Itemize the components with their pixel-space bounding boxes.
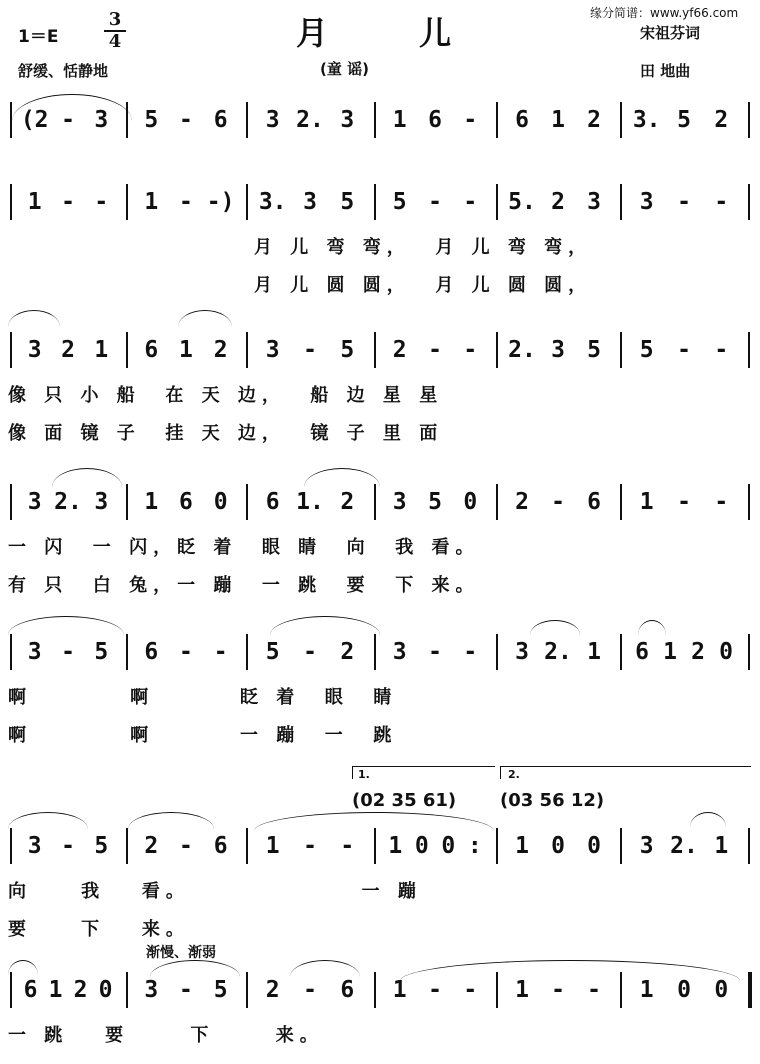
note-token: 1 <box>515 977 529 1003</box>
note-token: 2 <box>691 639 705 665</box>
note-token: 1 <box>392 977 407 1003</box>
note-token: 6 <box>265 489 280 515</box>
volta-2-bracket <box>500 766 751 779</box>
note-token: 2. <box>508 337 536 363</box>
note-token: 6 <box>340 977 355 1003</box>
bar-line <box>748 828 750 864</box>
note-token: 5 <box>213 977 228 1003</box>
note-token: 5 <box>94 833 109 859</box>
note-token: 2 <box>73 977 88 1003</box>
slur-mark <box>270 616 380 635</box>
note-token: 3 <box>27 337 42 363</box>
slur-mark <box>638 620 666 635</box>
note-token: 1 <box>94 337 109 363</box>
note-token: 2 <box>340 489 355 515</box>
lyric-line-1: 向 我 看。 一 蹦 <box>8 881 422 902</box>
note-token: 1 <box>551 107 565 133</box>
note-token: - <box>714 337 729 363</box>
note-token: 1 <box>179 337 193 363</box>
bar-line <box>496 332 498 368</box>
song-title: 月 儿 <box>296 14 492 52</box>
note-token: 0 <box>551 833 565 859</box>
slur-mark <box>8 960 38 975</box>
note-token: 1 <box>639 489 654 515</box>
slur-mark <box>304 468 380 487</box>
volta-2-notes: (03 56 12) <box>500 790 605 811</box>
note-token: - <box>303 833 317 859</box>
note-token: 3 <box>27 489 42 515</box>
bar-line <box>374 184 376 220</box>
note-token: - <box>714 489 729 515</box>
note-token: - <box>340 833 355 859</box>
note-token: - <box>714 189 729 215</box>
note-token: 2. <box>296 107 324 133</box>
note-token: 2 <box>340 639 355 665</box>
bar-line <box>748 634 750 670</box>
bar-line <box>748 972 752 1008</box>
note-token: - <box>551 977 565 1003</box>
note-token: 3 <box>94 107 109 133</box>
slur-mark <box>290 960 360 977</box>
note-token: - <box>463 639 478 665</box>
note-token: 5 <box>340 337 355 363</box>
note-token: 3 <box>392 639 407 665</box>
note-token: - <box>61 189 75 215</box>
note-token: 1. <box>296 489 324 515</box>
note-token: - <box>463 977 478 1003</box>
note-token: 3 <box>94 489 109 515</box>
volta-1-bracket <box>352 766 495 779</box>
bar-line <box>620 828 622 864</box>
note-token: 1 <box>587 639 601 665</box>
note-token: 3 <box>639 833 654 859</box>
bar-line <box>374 484 376 520</box>
note-token: - <box>179 977 193 1003</box>
note-token: -) <box>206 189 235 215</box>
note-token: 6 <box>144 337 159 363</box>
note-token: 3 <box>392 489 407 515</box>
song-subtitle: (童 谣) <box>320 60 369 78</box>
bar-line <box>10 184 12 220</box>
note-token: 3 <box>265 337 280 363</box>
note-token: 2 <box>551 189 565 215</box>
note-token: - <box>428 977 442 1003</box>
note-token: 3 <box>27 833 42 859</box>
note-token: - <box>677 489 691 515</box>
key-signature: 1＝E <box>18 27 59 47</box>
note-token: 5 <box>428 489 442 515</box>
bar-line <box>748 184 750 220</box>
note-token: 3 <box>587 189 601 215</box>
lyric-line-2: 要 下 来。 <box>8 919 190 940</box>
slur-mark <box>400 960 740 981</box>
note-token: - <box>428 189 442 215</box>
note-token: 2 <box>61 337 75 363</box>
note-token: 0 <box>463 489 478 515</box>
bar-line <box>246 102 248 138</box>
note-token: 2 <box>587 107 601 133</box>
note-token: 2. <box>54 489 82 515</box>
note-token: 6 <box>23 977 38 1003</box>
note-token: 0 <box>587 833 601 859</box>
note-token: 5 <box>587 337 601 363</box>
slur-mark <box>530 620 580 635</box>
slur-mark <box>12 94 132 121</box>
lyricist-credit: 宋祖芬词 <box>640 24 701 42</box>
note-token: 1 <box>663 639 677 665</box>
note-token: - <box>179 107 193 133</box>
lyric-line-1: 一 跳 要 下 来。 <box>8 1025 324 1046</box>
note-token: 0 <box>441 833 456 859</box>
note-token: 3 <box>303 189 317 215</box>
lyric-line-2: 月 儿 圆 圆， 月 儿 圆 圆， <box>254 275 593 296</box>
note-token: 2 <box>714 107 729 133</box>
bar-line <box>10 634 12 670</box>
note-token: 1 <box>639 977 654 1003</box>
bar-line <box>374 828 376 864</box>
note-token: - <box>94 189 109 215</box>
slur-mark <box>254 812 494 831</box>
slur-mark <box>150 960 240 977</box>
slur-mark <box>128 812 214 829</box>
slur-mark <box>52 468 122 487</box>
lyric-line-1: 一 闪 一 闪，眨 着 眼 睛 向 我 看。 <box>8 537 480 558</box>
note-token: 2. <box>544 639 572 665</box>
note-token: 3. <box>632 107 661 133</box>
note-token: 6 <box>213 107 228 133</box>
note-token: 0 <box>98 977 113 1003</box>
time-denominator: 4 <box>108 31 122 52</box>
note-token: 3. <box>258 189 287 215</box>
bar-line <box>10 972 12 1008</box>
note-token: 0 <box>414 833 429 859</box>
note-token: - <box>179 189 193 215</box>
bar-line <box>374 102 376 138</box>
bar-line <box>246 972 248 1008</box>
note-token: - <box>303 977 317 1003</box>
bar-line <box>126 332 128 368</box>
note-token: 1 <box>144 189 159 215</box>
bar-line <box>246 828 248 864</box>
lyric-line-2: 有 只 白 兔，一 蹦 一 跳 要 下 来。 <box>8 575 480 596</box>
note-token: 3 <box>340 107 355 133</box>
note-token: 5 <box>265 639 280 665</box>
note-token: 2 <box>213 337 228 363</box>
bar-line <box>748 484 750 520</box>
note-token: 1 <box>388 833 403 859</box>
bar-line <box>126 828 128 864</box>
note-token: 1 <box>27 189 42 215</box>
expression-marking: 渐慢、渐弱 <box>146 945 216 961</box>
note-token: 0 <box>213 489 228 515</box>
volta-1-notes: (02 35 61) <box>352 790 457 811</box>
note-token: 2 <box>265 977 280 1003</box>
bar-line <box>246 484 248 520</box>
bar-line <box>620 102 622 138</box>
lyric-line-1: 啊 啊 眨 着 眼 睛 <box>8 687 398 708</box>
bar-line <box>374 634 376 670</box>
note-token: - <box>677 337 691 363</box>
note-token: 3 <box>144 977 159 1003</box>
bar-line <box>748 332 750 368</box>
bar-line <box>496 828 498 864</box>
time-signature <box>104 10 126 52</box>
slur-mark <box>8 310 60 327</box>
note-token: 5 <box>144 107 159 133</box>
slur-mark <box>8 616 124 635</box>
note-token: 2 <box>515 489 529 515</box>
note-token: 1 <box>515 833 529 859</box>
bar-line <box>620 332 622 368</box>
note-token: 1 <box>392 107 407 133</box>
note-token: (2 <box>20 107 49 133</box>
note-token: - <box>587 977 601 1003</box>
note-token: - <box>551 489 565 515</box>
note-token: 3 <box>27 639 42 665</box>
site-watermark: 缘分简谱：www.yf66.com <box>590 6 739 20</box>
note-token: 1 <box>48 977 63 1003</box>
note-token: 2. <box>670 833 698 859</box>
note-token: 6 <box>213 833 228 859</box>
note-token: : <box>467 833 482 859</box>
bar-line <box>10 332 12 368</box>
bar-line <box>246 332 248 368</box>
lyric-line-1: 像 只 小 船 在 天 边， 船 边 星 星 <box>8 385 444 406</box>
note-token: 5 <box>392 189 407 215</box>
note-token: 2 <box>144 833 159 859</box>
note-token: - <box>179 639 193 665</box>
note-token: 5 <box>639 337 654 363</box>
note-token: 2 <box>392 337 407 363</box>
note-token: - <box>463 337 478 363</box>
note-token: 5 <box>94 639 109 665</box>
note-token: - <box>463 189 478 215</box>
bar-line <box>496 102 498 138</box>
note-token: - <box>677 189 691 215</box>
note-token: - <box>428 337 442 363</box>
note-token: 5 <box>340 189 355 215</box>
bar-line <box>126 972 128 1008</box>
bar-line <box>496 484 498 520</box>
tempo-marking: 舒缓、恬静地 <box>18 62 109 80</box>
note-token: 5. <box>508 189 536 215</box>
slur-mark <box>8 812 88 829</box>
note-token: - <box>463 107 478 133</box>
note-token: 5 <box>677 107 691 133</box>
volta-2-label: 2. <box>508 768 520 781</box>
slur-mark <box>690 812 726 827</box>
note-token: - <box>61 639 75 665</box>
note-token: 0 <box>677 977 691 1003</box>
slur-mark <box>178 310 232 327</box>
bar-line <box>748 102 750 138</box>
note-token: - <box>179 833 193 859</box>
note-token: - <box>303 639 317 665</box>
note-token: - <box>303 337 317 363</box>
note-token: - <box>61 833 75 859</box>
note-token: 3 <box>265 107 280 133</box>
note-token: 0 <box>719 639 733 665</box>
note-token: 6 <box>515 107 529 133</box>
lyric-line-1: 月 儿 弯 弯， 月 儿 弯 弯， <box>254 237 593 258</box>
bar-line <box>10 828 12 864</box>
bar-line <box>496 634 498 670</box>
note-token: 3 <box>551 337 565 363</box>
note-token: 6 <box>144 639 159 665</box>
note-token: 1 <box>714 833 729 859</box>
bar-line <box>374 332 376 368</box>
note-token: 6 <box>587 489 601 515</box>
bar-line <box>620 484 622 520</box>
note-token: - <box>428 639 442 665</box>
volta-1-label: 1. <box>358 768 370 781</box>
time-numerator: 3 <box>104 10 126 32</box>
note-token: 3 <box>515 639 529 665</box>
bar-line <box>620 634 622 670</box>
note-token: 1 <box>265 833 280 859</box>
bar-line <box>374 972 376 1008</box>
note-token: - <box>61 107 75 133</box>
bar-line <box>246 184 248 220</box>
bar-line <box>10 484 12 520</box>
bar-line <box>496 184 498 220</box>
note-token: - <box>213 639 228 665</box>
bar-line <box>126 184 128 220</box>
note-token: 6 <box>635 639 649 665</box>
note-token: 6 <box>179 489 193 515</box>
note-token: 3 <box>639 189 654 215</box>
bar-line <box>126 634 128 670</box>
note-token: 0 <box>714 977 729 1003</box>
bar-line <box>620 184 622 220</box>
lyric-line-2: 啊 啊 一 蹦 一 跳 <box>8 725 398 746</box>
lyric-line-2: 像 面 镜 子 挂 天 边， 镜 子 里 面 <box>8 423 444 444</box>
bar-line <box>126 484 128 520</box>
note-token: 1 <box>144 489 159 515</box>
note-token: 6 <box>428 107 442 133</box>
bar-line <box>246 634 248 670</box>
composer-credit: 田 地曲 <box>640 62 691 80</box>
